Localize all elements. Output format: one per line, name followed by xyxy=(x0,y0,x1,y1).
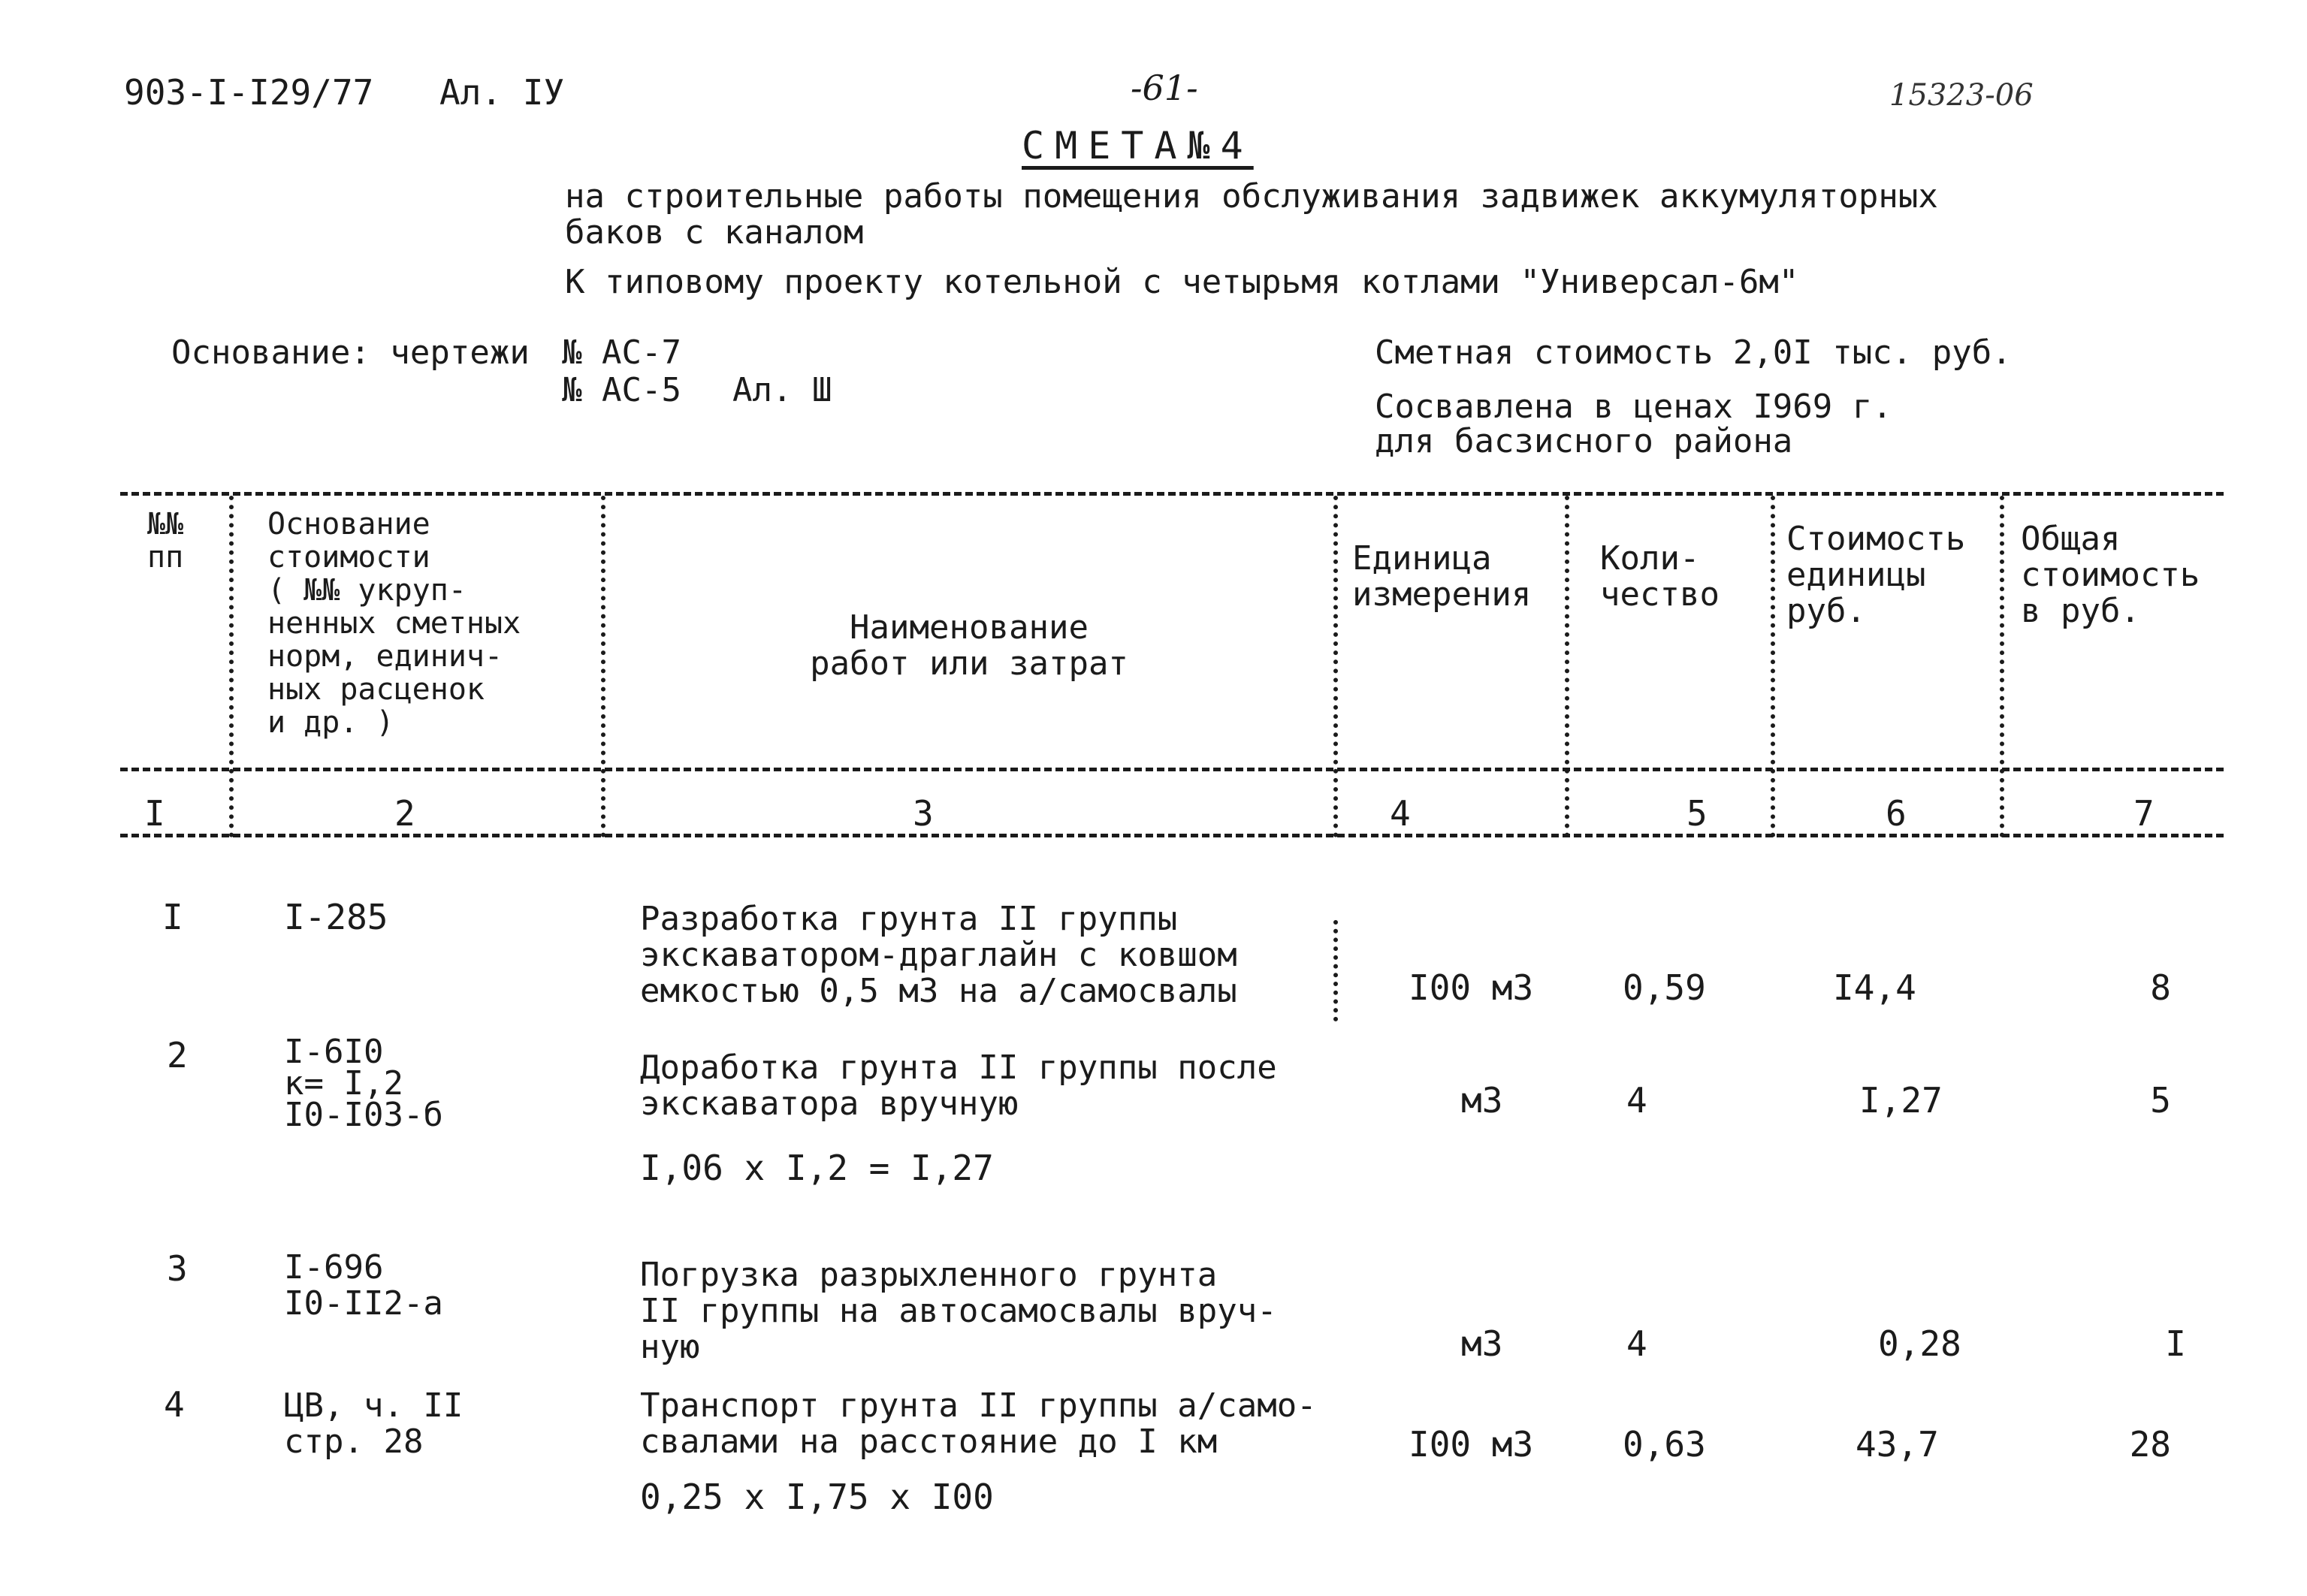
row-4-calculation: 0,25 x I,75 x I00 xyxy=(640,1477,994,1517)
column-divider xyxy=(1771,496,1775,837)
row-2-unit-cost: I,27 xyxy=(1859,1080,1943,1121)
header-total-cost: Общая стоимость в руб. xyxy=(2021,520,2200,630)
header-bottom-rule xyxy=(120,768,2224,771)
row-2-total: 5 xyxy=(2150,1080,2171,1121)
subtitle-line-1: на строительные работы помещения обслуживания задвижек аккумуляторных xyxy=(565,177,1938,216)
table-top-rule xyxy=(120,492,2224,496)
row-4-num: 4 xyxy=(164,1384,185,1425)
row-4-quantity: 0,63 xyxy=(1623,1424,1706,1465)
row-3-basis: I-696 I0-II2-а xyxy=(284,1248,443,1323)
row-3-quantity: 4 xyxy=(1626,1323,1647,1364)
row-3-total: I xyxy=(2165,1323,2186,1364)
album-number: Ал. IУ xyxy=(439,72,565,113)
row-3-num: 3 xyxy=(167,1248,188,1289)
column-divider xyxy=(1565,496,1569,837)
row-1-unit: I00 м3 xyxy=(1409,967,1534,1008)
header-work-name: Наименование работ или затрат xyxy=(810,608,1128,683)
row-1-quantity: 0,59 xyxy=(1623,967,1706,1008)
row-3-work-name: Погрузка разрыхленного грунта II группы на автосамосвалы вруч- ную xyxy=(640,1256,1277,1366)
column-divider xyxy=(1333,496,1338,837)
row-1-basis: I-285 xyxy=(284,897,388,937)
row-2-quantity: 4 xyxy=(1626,1080,1647,1121)
row-2-calculation: I,06 x I,2 = I,27 xyxy=(640,1148,994,1188)
column-numbers-rule xyxy=(120,834,2224,837)
row-2-basis: I-6I0 к= I,2 I0-I03-б xyxy=(284,1033,443,1134)
drawing-ref-2-album: Ал. Ш xyxy=(732,371,832,409)
base-region: для басзисного района xyxy=(1375,422,1793,460)
row-1-total: 8 xyxy=(2150,967,2171,1008)
column-number: 3 xyxy=(913,793,934,834)
archive-stamp: 15323-06 xyxy=(1889,78,2034,113)
row-3-unit-cost: 0,28 xyxy=(1878,1323,1961,1364)
header-basis: Основание стоимости ( №№ укруп- ненных сметных норм, единич- ных расценок и др. ) xyxy=(267,507,521,740)
page-title: СМЕТА№4 xyxy=(1022,124,1254,167)
row-1-unit-cost: I4,4 xyxy=(1833,967,1916,1008)
row-4-unit-cost: 43,7 xyxy=(1856,1424,1939,1465)
drawing-ref-2: № АС-5 xyxy=(562,371,681,409)
row-4-basis: ЦВ, ч. II стр. 28 xyxy=(284,1386,464,1461)
header-unit: Единица измерения xyxy=(1352,539,1532,614)
basis-label: Основание: чертежи xyxy=(171,333,530,372)
row-1-num: I xyxy=(162,897,183,937)
column-divider xyxy=(601,496,605,837)
subtitle-line-2: баков с каналом xyxy=(565,213,864,252)
header-unit-cost: Стоимость единицы руб. xyxy=(1786,520,1966,630)
row-4-work-name: Транспорт грунта II группы а/само- свалами на расстояние до I км xyxy=(640,1386,1317,1461)
column-number: I xyxy=(144,793,165,834)
page-number: -61- xyxy=(1131,68,1198,108)
row-4-unit: I00 м3 xyxy=(1409,1424,1534,1465)
estimate-cost: Сметная стоимость 2,0I тыс. руб. xyxy=(1375,333,2012,372)
project-reference: К типовому проекту котельной с четырьмя котлами "Универсал-6м" xyxy=(565,263,1799,301)
row-1-work-name: Разработка грунта II группы экскаватором-драглайн с ковшом емкостью 0,5 м3 на а/самосвалы xyxy=(640,900,1237,1010)
column-number: 2 xyxy=(394,793,415,834)
column-number: 5 xyxy=(1686,793,1708,834)
column-number: 4 xyxy=(1390,793,1411,834)
row-2-unit: м3 xyxy=(1461,1080,1503,1121)
row-2-num: 2 xyxy=(167,1035,188,1076)
column-number: 6 xyxy=(1886,793,1907,834)
drawing-ref-1: № АС-7 xyxy=(562,333,681,372)
column-number: 7 xyxy=(2133,793,2155,834)
header-quantity: Коли- чество xyxy=(1600,539,1720,614)
row-3-unit: м3 xyxy=(1461,1323,1503,1364)
document-code: 903-I-I29/77 xyxy=(124,72,374,113)
column-divider xyxy=(229,496,234,837)
prices-year: Сосвавлена в ценах I969 г. xyxy=(1375,388,1892,426)
row-4-total: 28 xyxy=(2129,1424,2171,1465)
row-1-colon-marks xyxy=(1333,920,1338,1021)
row-2-work-name: Доработка грунта II группы после экскаватора вручную xyxy=(640,1048,1277,1123)
column-divider xyxy=(2000,496,2004,837)
header-num: №№ пп xyxy=(147,507,184,575)
